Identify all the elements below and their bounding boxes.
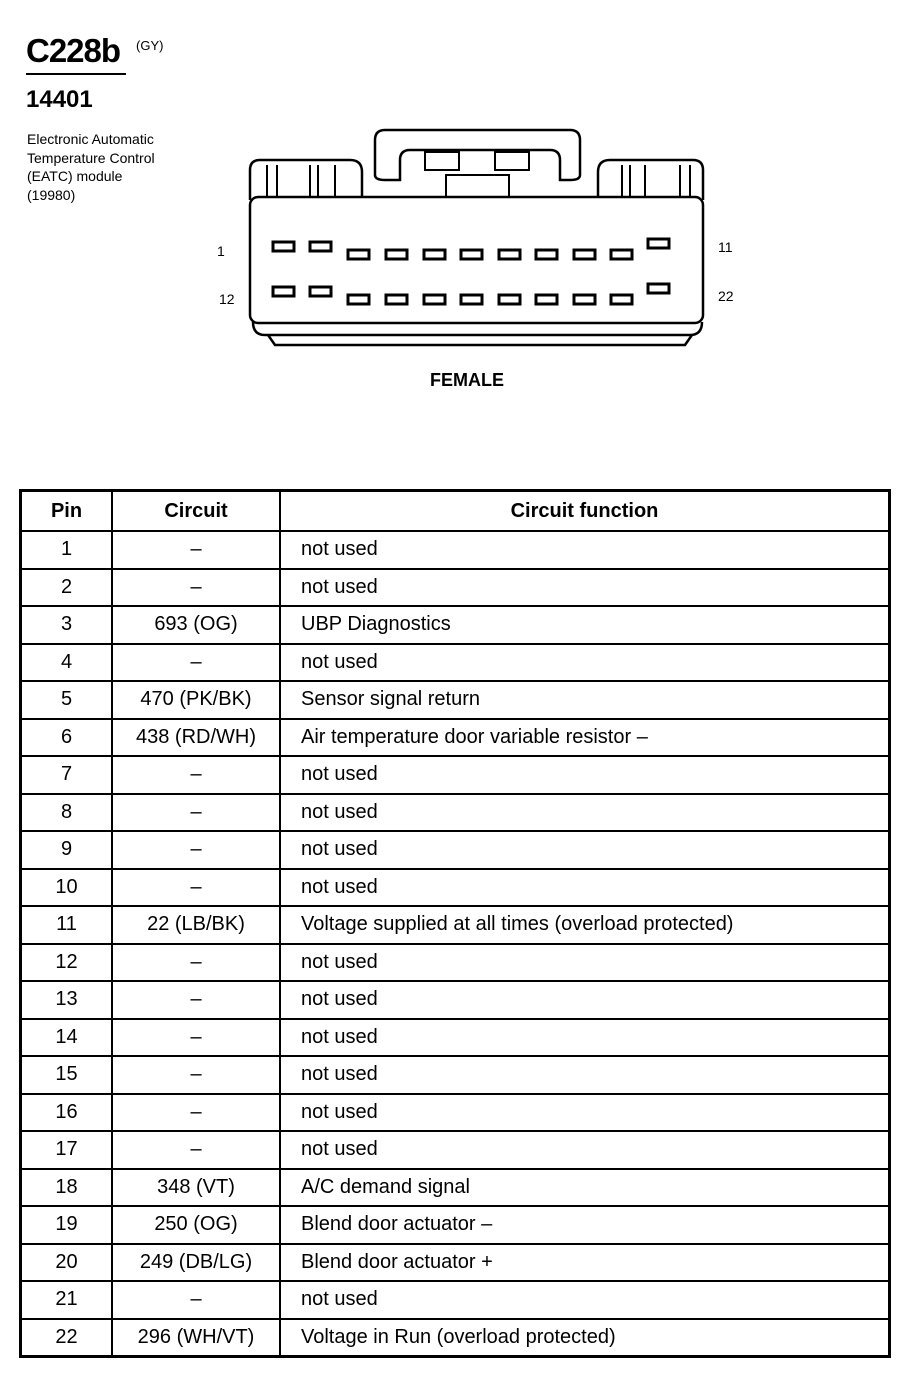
circuit-cell: –: [112, 869, 280, 907]
table-row: [21, 1244, 889, 1282]
function-cell: not used: [280, 569, 889, 607]
circuit-cell: 438 (RD/WH): [112, 719, 280, 757]
pin-cavity: [386, 295, 407, 304]
circuit-cell: 250 (OG): [112, 1206, 280, 1244]
pin-cavity: [574, 250, 595, 259]
pin-cell: 9: [21, 831, 112, 869]
pin-label-1: 1: [217, 243, 225, 259]
pin-cell: 13: [21, 981, 112, 1019]
function-cell: not used: [280, 1019, 889, 1057]
circuit-cell: –: [112, 831, 280, 869]
table-row: [21, 681, 889, 719]
circuit-cell: –: [112, 1281, 280, 1319]
pin-cavity: [310, 287, 331, 296]
pin-cell: 16: [21, 1094, 112, 1132]
function-cell: not used: [280, 831, 889, 869]
part-number: 14401: [26, 86, 93, 113]
function-cell: not used: [280, 944, 889, 982]
circuit-cell: 296 (WH/VT): [112, 1319, 280, 1357]
header-pin: Pin: [21, 491, 112, 531]
pin-cavity: [273, 242, 294, 251]
table-row: [21, 1169, 889, 1207]
table-row: [21, 944, 889, 982]
function-cell: not used: [280, 644, 889, 682]
pin-cavity: [386, 250, 407, 259]
connector-id: C228b: [26, 32, 121, 69]
function-cell: A/C demand signal: [280, 1169, 889, 1207]
pin-cavity: [461, 250, 482, 259]
pin-cavity: [499, 250, 520, 259]
circuit-cell: 470 (PK/BK): [112, 681, 280, 719]
function-cell: not used: [280, 1131, 889, 1169]
pin-cell: 18: [21, 1169, 112, 1207]
table-row: [21, 981, 889, 1019]
table-row: [21, 1056, 889, 1094]
table-row: [21, 1206, 889, 1244]
table-row: [21, 756, 889, 794]
description-line: (EATC) module: [27, 168, 123, 184]
circuit-cell: 22 (LB/BK): [112, 906, 280, 944]
function-cell: Voltage supplied at all times (overload protected): [280, 906, 889, 944]
circuit-cell: –: [112, 531, 280, 569]
pin-cell: 8: [21, 794, 112, 832]
function-cell: not used: [280, 1094, 889, 1132]
description-line: (19980): [27, 186, 76, 203]
pin-cell: 14: [21, 1019, 112, 1057]
pinout-table: [20, 490, 890, 1357]
function-cell: not used: [280, 531, 889, 569]
pin-cell: 1: [21, 531, 112, 569]
pin-cell: 5: [21, 681, 112, 719]
pin-cavity: [348, 250, 369, 259]
function-cell: UBP Diagnostics: [280, 606, 889, 644]
circuit-cell: –: [112, 1019, 280, 1057]
connector-face-diagram: [0, 0, 910, 420]
pin-cell: 21: [21, 1281, 112, 1319]
function-cell: not used: [280, 756, 889, 794]
circuit-cell: 348 (VT): [112, 1169, 280, 1207]
pin-cell: 20: [21, 1244, 112, 1282]
pin-cell: 12: [21, 944, 112, 982]
table-row: [21, 1281, 889, 1319]
pin-cell: 17: [21, 1131, 112, 1169]
table-row: [21, 1094, 889, 1132]
table-row: [21, 606, 889, 644]
pin-label-22: 22: [718, 288, 734, 304]
pin-label-11: 11: [718, 239, 733, 255]
table-row: [21, 831, 889, 869]
pin-cell: 6: [21, 719, 112, 757]
pin-cavity: [310, 242, 331, 251]
circuit-cell: 693 (OG): [112, 606, 280, 644]
function-cell: not used: [280, 981, 889, 1019]
table-row: [21, 906, 889, 944]
pin-label-12: 12: [219, 291, 235, 307]
pin-cavity: [611, 295, 632, 304]
pin-cavity: [424, 250, 445, 259]
connector-gender-label: FEMALE: [430, 370, 504, 390]
table-row: [21, 1019, 889, 1057]
function-cell: Sensor signal return: [280, 681, 889, 719]
pin-cavity: [574, 295, 595, 304]
table-row: [21, 869, 889, 907]
pin-cavity: [648, 284, 669, 293]
circuit-cell: –: [112, 794, 280, 832]
header-circuit-function: Circuit function: [280, 491, 889, 531]
pin-cell: 22: [21, 1319, 112, 1357]
table-row: [21, 719, 889, 757]
table-header-row: [21, 491, 889, 531]
pin-cell: 19: [21, 1206, 112, 1244]
circuit-cell: –: [112, 1094, 280, 1132]
pin-cavity: [536, 250, 557, 259]
pin-cell: 11: [21, 906, 112, 944]
description-line: Temperature Control: [27, 149, 155, 166]
pin-cavity: [648, 239, 669, 248]
header-circuit: Circuit: [112, 491, 280, 531]
pin-cell: 15: [21, 1056, 112, 1094]
table-row: [21, 794, 889, 832]
function-cell: Air temperature door variable resistor –: [280, 719, 889, 757]
function-cell: Voltage in Run (overload protected): [280, 1319, 889, 1357]
pin-cell: 10: [21, 869, 112, 907]
function-cell: Blend door actuator –: [280, 1206, 889, 1244]
function-cell: Blend door actuator +: [280, 1244, 889, 1282]
table-row: [21, 1131, 889, 1169]
table-row: [21, 569, 889, 607]
pin-cavity: [499, 295, 520, 304]
circuit-cell: –: [112, 981, 280, 1019]
table-row: [21, 531, 889, 569]
connector-color: (GY): [136, 38, 164, 53]
circuit-cell: –: [112, 944, 280, 982]
function-cell: not used: [280, 1056, 889, 1094]
function-cell: not used: [280, 1281, 889, 1319]
circuit-cell: –: [112, 569, 280, 607]
circuit-cell: –: [112, 1056, 280, 1094]
pin-cavity: [536, 295, 557, 304]
circuit-cell: –: [112, 644, 280, 682]
pin-cavity: [611, 250, 632, 259]
circuit-cell: –: [112, 1131, 280, 1169]
circuit-cell: 249 (DB/LG): [112, 1244, 280, 1282]
pin-cavity: [348, 295, 369, 304]
pin-cell: 7: [21, 756, 112, 794]
pin-cell: 2: [21, 569, 112, 607]
table-row: [21, 1319, 889, 1357]
pin-cell: 3: [21, 606, 112, 644]
pin-cell: 4: [21, 644, 112, 682]
pin-cavity: [273, 287, 294, 296]
table-row: [21, 644, 889, 682]
pin-cavity: [424, 295, 445, 304]
function-cell: not used: [280, 869, 889, 907]
circuit-cell: –: [112, 756, 280, 794]
function-cell: not used: [280, 794, 889, 832]
pin-cavity: [461, 295, 482, 304]
description-line: Electronic Automatic: [27, 131, 154, 147]
